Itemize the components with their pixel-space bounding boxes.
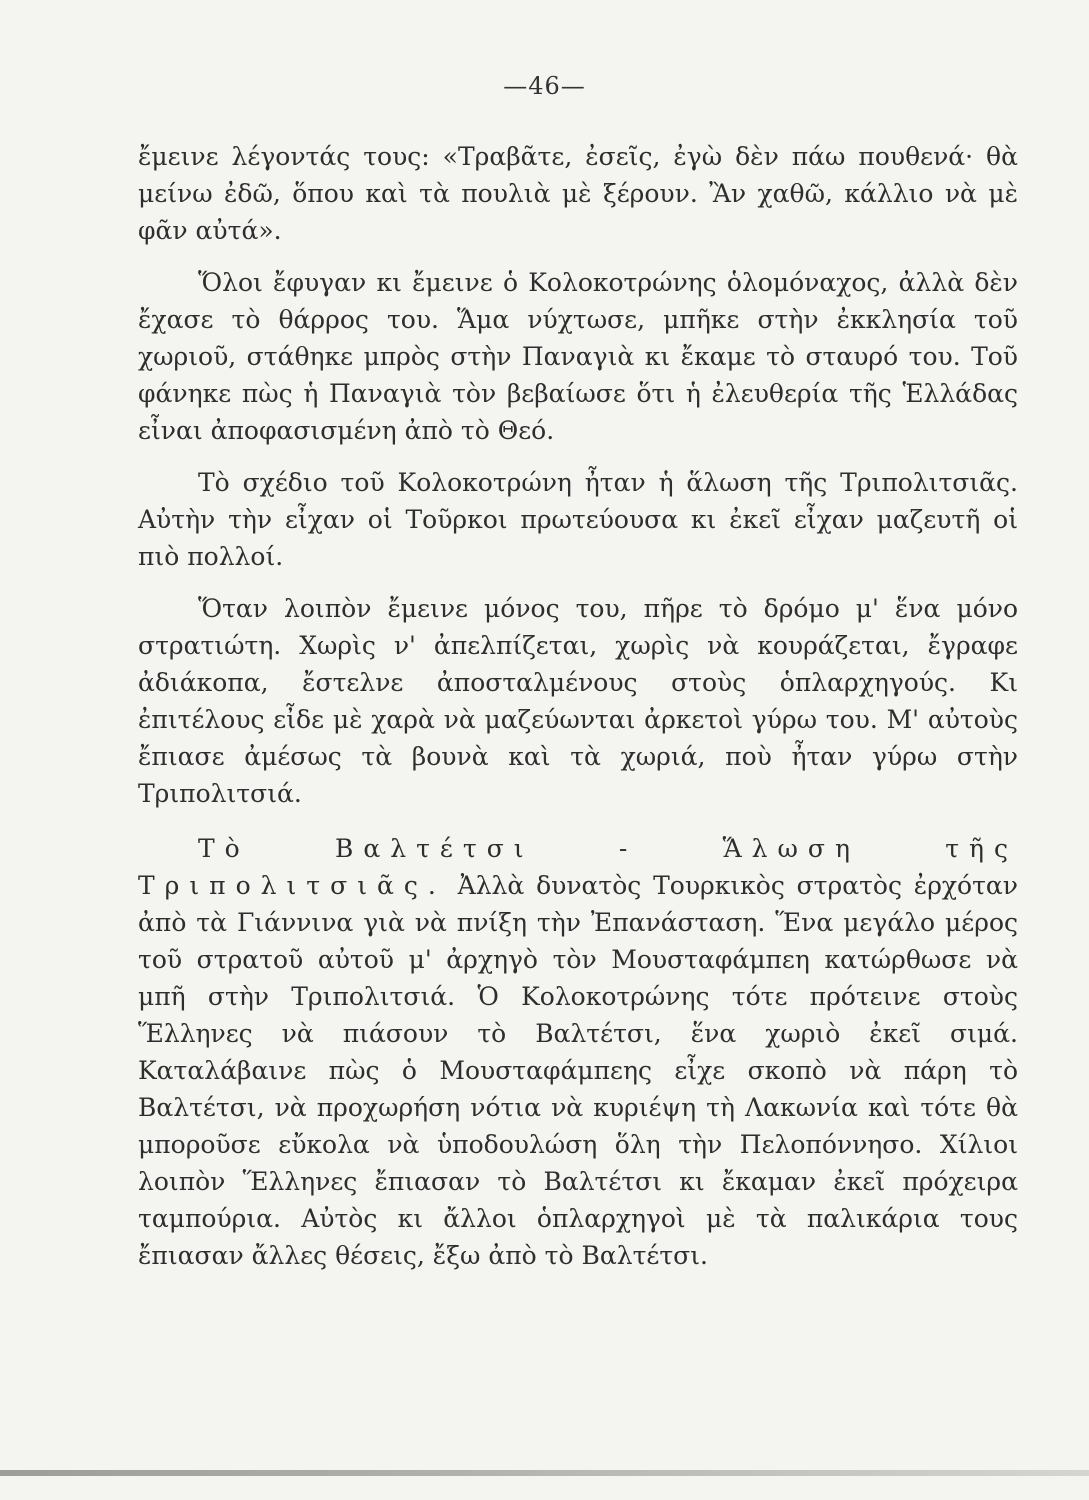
paragraph-4: Ὅταν λοιπὸν ἔμεινε μόνος του, πῆρε τὸ δρόμο μ' ἕνα μόνο στρατιώτη. Χωρὶς ν' ἀπελπίζεται, χωρὶς νὰ κουράζεται, ἔγραφε ἀδιάκοπα, ἔστελνε ἀποσταλμένους στοὺς ὁπλαρχηγούς. Κι ἐπιτέλους εἶδε μὲ χαρὰ νὰ μαζεύωνται ἀρκετοὶ γύρω του. Μ' αὐτοὺς ἔπιασε ἀμέσως τὰ βουνὰ καὶ τὰ χωριά, ποὺ ἦταν γύρω στὴν Τριπολιτσιά. xyxy=(138,594,1018,808)
paragraph-5 xyxy=(138,830,1018,1274)
bottom-edge-rule xyxy=(0,1470,1089,1476)
section-heading: Τὸ Βαλτέτσι - Ἅλωση τῆς Τριπολιτσιᾶς. xyxy=(138,834,1018,900)
paragraph-2: Ὅλοι ἔφυγαν κι ἔμεινε ὁ Κολοκοτρώνης ὁλομόναχος, ἀλλὰ δὲν ἔχασε τὸ θάρρος του. Ἅμα νύχτωσε, μπῆκε στὴν ἐκκλησία τοῦ χωριοῦ, στάθηκε μπρὸς στὴν Παναγιὰ κι ἔκαμε τὸ σταυρό του. Τοῦ φάνηκε πὼς ἡ Παναγιὰ τὸν βεβαίωσε ὅτι ἡ ἐλευθερία τῆς Ἑλλάδας εἶναι ἀποφασισμένη ἀπὸ τὸ Θεό. xyxy=(138,268,1018,445)
paragraph-1: ἔμεινε λέγοντάς τους: «Τραβᾶτε, ἐσεῖς, ἐγὼ δὲν πάω πουθενά· θὰ μείνω ἐδῶ, ὅπου καὶ τὰ πουλιὰ μὲ ξέρουν. Ἂν χαθῶ, κάλλιο νὰ μὲ φᾶν αὐτά». xyxy=(138,142,1018,245)
page-number: —46— xyxy=(503,72,586,100)
paragraph-3: Τὸ σχέδιο τοῦ Κολοκοτρώνη ἦταν ἡ ἅλωση τῆς Τριπολιτσιᾶς. Αὐτὴν τὴν εἶχαν οἱ Τοῦρκοι πρωτεύουσα κι ἐκεῖ εἶχαν μαζευτῆ οἱ πιὸ πολλοί. xyxy=(138,468,1018,571)
page-text xyxy=(138,138,1018,1274)
paragraph-5-text: Ἀλλὰ δυνατὸς Τουρκικὸς στρατὸς ἐρχόταν ἀπὸ τὰ Γιάννινα γιὰ νὰ πνίξη τὴν Ἐπανάσταση. Ἕνα μεγάλο μέρος τοῦ στρατοῦ αὐτοῦ μ' ἀρχηγὸ τὸν Μουσταφάμπεη κατώρθωσε νὰ μπῆ στὴν Τριπολιτσιά. Ὁ Κολοκοτρώνης τότε πρότεινε στοὺς Ἕλληνες νὰ πιάσουν τὸ Βαλτέτσι, ἕνα χωριὸ ἐκεῖ σιμά. Καταλάβαινε πὼς ὁ Μουσταφάμπεης εἶχε σκοπὸ νὰ πάρη τὸ Βαλτέτσι, νὰ προχωρήση νότια νὰ κυριέψη τὴ Λακωνία καὶ τότε θὰ μποροῦσε εὔκολα νὰ ὑποδουλώση ὅλη τὴν Πελοπόννησο. Χίλιοι λοιπὸν Ἕλληνες ἔπιασαν τὸ Βαλτέτσι κι ἔκαμαν ἐκεῖ πρόχειρα ταμπούρια. Αὐτὸς κι ἄλλοι ὁπλαρχηγοὶ μὲ τὰ παλικάρια τους ἔπιασαν ἄλλες θέσεις, ἔξω ἀπὸ τὸ Βαλτέτσι. xyxy=(138,871,1019,1270)
